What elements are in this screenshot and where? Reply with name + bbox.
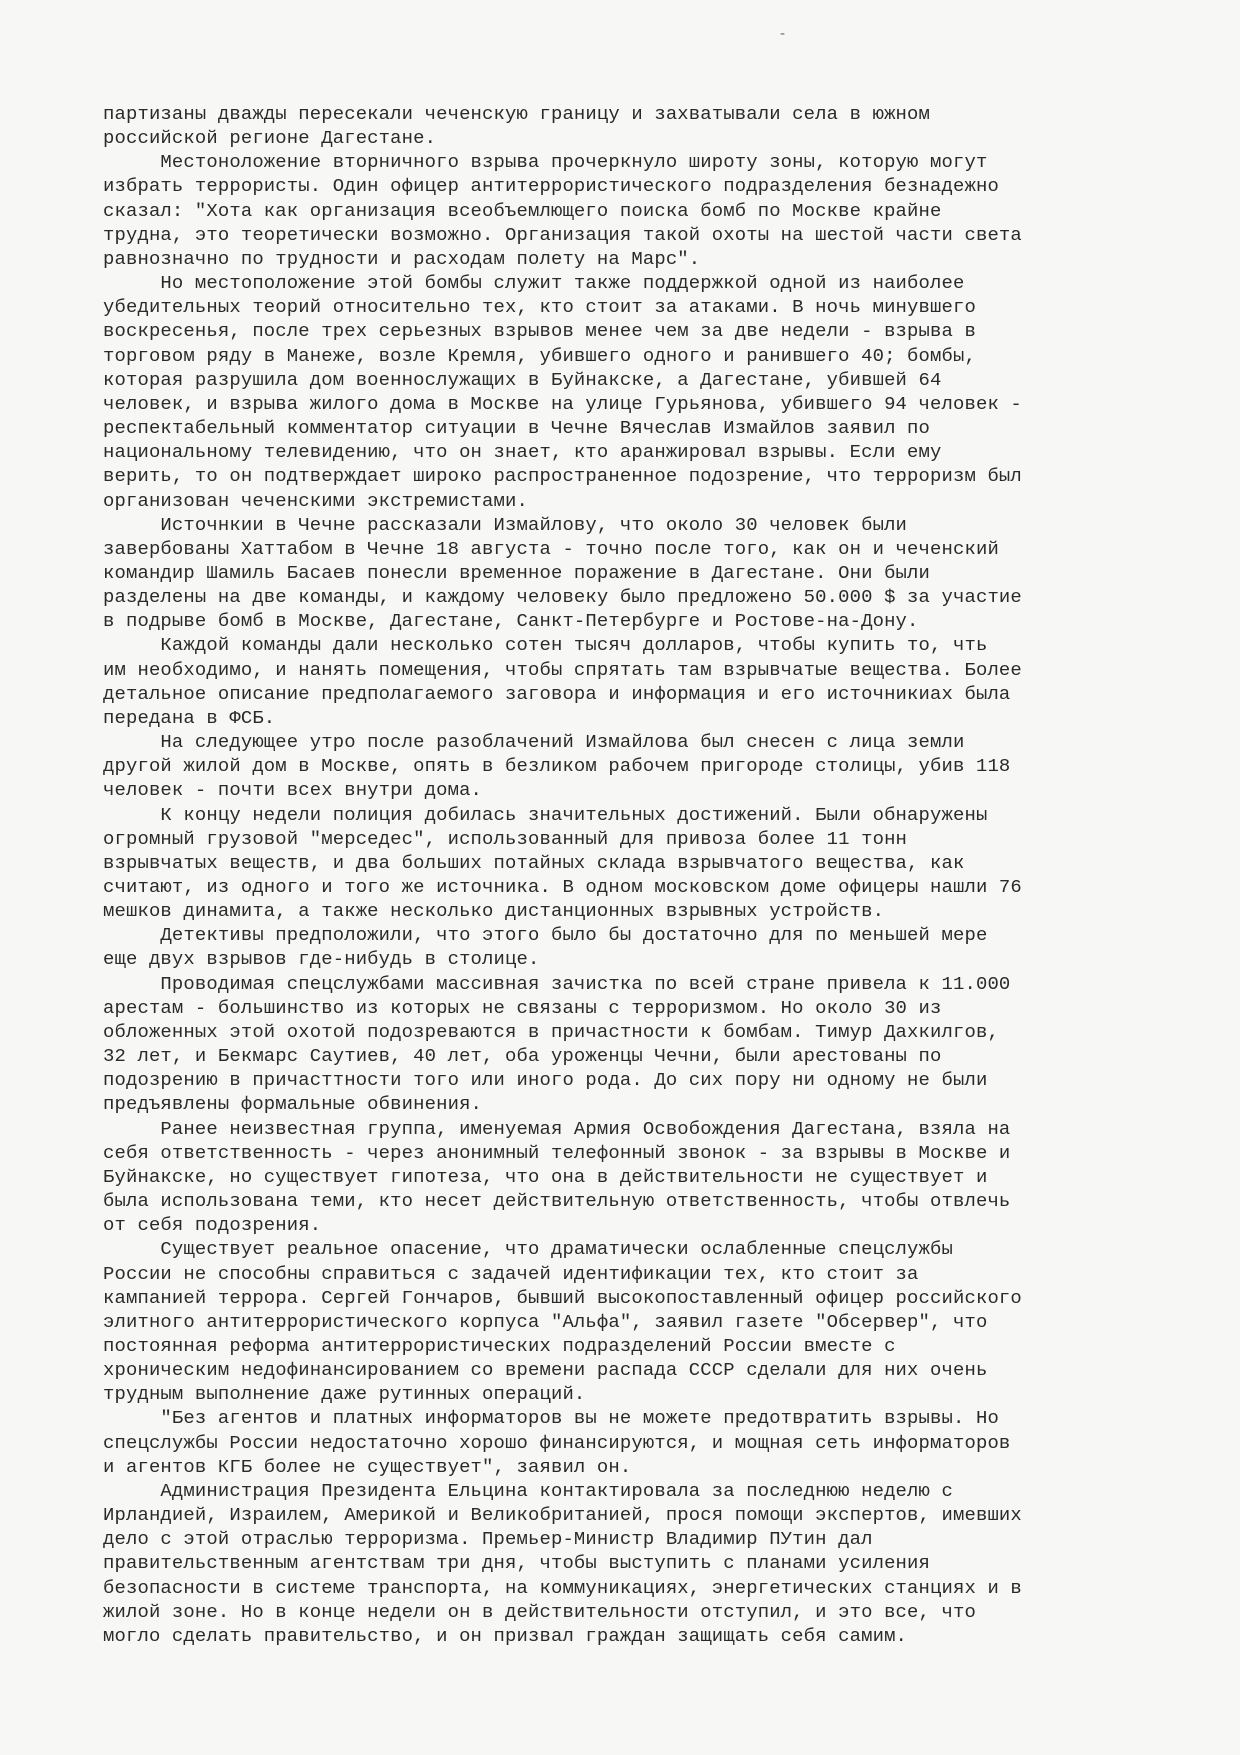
text-line: Ранее неизвестная группа, именуемая Армия Освобождения Дагестана, взяла на <box>103 1117 1011 1140</box>
text-line: воскресенья, после трех серьезных взрывов менее чем за две недели - взрыва в <box>103 320 976 343</box>
text-line: командир Шамиль Басаев понесли временное поражение в Дагестане. Они были <box>103 561 931 584</box>
paragraph <box>103 1406 1133 1478</box>
paragraph <box>103 730 1133 802</box>
scan-speck-mark: - <box>780 26 786 42</box>
paragraph <box>103 271 1133 513</box>
text-line: передана в ФСБ. <box>103 706 276 729</box>
text-line: другой жилой дом в Москве, опять в безликом рабочем пригороде столицы, убив 118 <box>103 755 1011 778</box>
paragraph <box>103 1117 1133 1238</box>
text-line: трудна, это теоретически возможно. Организация такой охоты на шестой части света <box>103 223 1022 246</box>
text-line: им необходимо, и нанять помещения, чтобы спрятать там взрывчатые вещества. Более <box>103 658 1022 681</box>
text-line: верить, то он подтверждает широко распространенное подозрение, что терроризм был <box>103 465 1022 488</box>
text-line: дело с этой отраслью терроризма. Премьер-Министр Владимир ПУтин дал <box>103 1528 873 1551</box>
text-line: кампанией террора. Сергей Гончаров, бывший высокопоставленный офицер российского <box>103 1286 1022 1309</box>
text-line: национальному телевидению, что он знает, кто аранжировал взрывы. Если ему <box>103 441 942 464</box>
paragraph <box>103 1237 1133 1406</box>
text-line: мешков динамита, а также несколько дистанционных взрывных устройств. <box>103 900 885 923</box>
text-line: и агентов КГБ более не существует", заявил он. <box>103 1455 632 1478</box>
text-line: человек - почти всех внутри дома. <box>103 779 483 802</box>
text-line: Источнкии в Чечне рассказали Измайлову, что около 30 человек были <box>103 513 908 536</box>
text-line: Существует реальное опасение, что драматически ослабленные спецслужбы <box>103 1238 953 1261</box>
text-line: завербованы Хаттабом в Чечне 18 августа - точно после того, как он и чеченский <box>103 537 999 560</box>
text-line: была использована теми, кто несет действительную ответственность, чтобы отвлечь <box>103 1190 1011 1213</box>
text-line: Каждой команды дали несколько сотен тысяч долларов, чтобы купить то, чть <box>103 634 988 657</box>
text-line: респектабельный комментатор ситуации в Чечне Вячеслав Измайлов заявил по <box>103 417 931 440</box>
text-line: разделены на две команды, и каждому человеку было предложено 50.000 $ за участие <box>103 586 1022 609</box>
text-line: безопасности в системе транспорта, на коммуникациях, энергетических станциях и в <box>103 1576 1022 1599</box>
text-line: трудным выполнение даже рутинных операций. <box>103 1383 586 1406</box>
paragraph <box>103 513 1133 634</box>
text-line: равнозначно по трудности и расходам полету на Марс". <box>103 247 701 270</box>
text-line: себя ответственность - через анонимный телефонный звонок - за взрывы в Москве и <box>103 1141 1011 1164</box>
text-line: взрывчатых веществ, и два больших потайных склада взрывчатого вещества, как <box>103 851 965 874</box>
text-line: арестам - большинство из которых не связаны с терроризмом. Но около 30 из <box>103 996 942 1019</box>
text-line: 32 лет, и Бекмарс Саутиев, 40 лет, оба уроженцы Чечни, были арестованы по <box>103 1045 942 1068</box>
text-line: предъявлены формальные обвинения. <box>103 1093 483 1116</box>
text-line: "Без агентов и платных информаторов вы не можете предотвратить взрывы. Но <box>103 1407 999 1430</box>
paragraph <box>103 1479 1133 1648</box>
paragraph <box>103 150 1133 271</box>
text-line: могло сделать правительство, и он призвал граждан защищать себя самим. <box>103 1624 908 1647</box>
text-line: партизаны дважды пересекали чеченскую границу и захватывали села в южном <box>103 103 931 125</box>
text-line: постоянная реформа антитеррористических подразделений России вместе с <box>103 1334 896 1357</box>
text-line: которая разрушила дом военнослужащих в Буйнакске, а Дагестане, убившей 64 <box>103 368 942 391</box>
text-line: детальное описание предполагаемого заговора и информация и его источникиах была <box>103 682 1011 705</box>
text-line: правительственным агентствам три дня, чтобы выступить с планами усиления <box>103 1552 931 1575</box>
text-line: К концу недели полиция добилась значительных достижений. Были обнаружены <box>103 803 988 826</box>
paragraph <box>103 803 1133 924</box>
text-line: спецслужбы России недостаточно хорошо финансируются, и мощная сеть информаторов <box>103 1431 1011 1454</box>
text-line: подозрению в причасттности того или иного рода. До сих пору ни одному не были <box>103 1069 988 1092</box>
text-line: считают, из одного и того же источника. В одном московском доме офицеры нашли 76 <box>103 876 1022 898</box>
text-line: сказал: "Хота как организация всеобъемлющего поиска бомб по Москве крайне <box>103 199 942 222</box>
text-line: Буйнакске, но существует гипотеза, что она в действительности не существует и <box>103 1165 988 1188</box>
text-line: Ирландией, Израилем, Америкой и Великобританией, прося помощи экспертов, имевших <box>103 1504 1022 1527</box>
text-line: избрать террористы. Один офицер антитеррористического подразделения безнадежно <box>103 175 999 198</box>
paragraph <box>103 923 1133 971</box>
paragraph <box>103 633 1133 730</box>
text-line: в подрыве бомб в Москве, Дагестане, Санкт-Петербурге и Ростове-на-Дону. <box>103 610 919 633</box>
text-line: Но местоположение этой бомбы служит также поддержкой одной из наиболее <box>103 272 965 295</box>
text-line: жилой зоне. Но в конце недели он в действительности отступил, и это все, что <box>103 1600 976 1623</box>
text-line: Местоноложение вторничного взрыва прочеркнуло широту зоны, которую могут <box>103 151 988 174</box>
text-line: Детективы предположили, что этого было бы достаточно для по меньшей мере <box>103 924 988 947</box>
document-body <box>103 102 1133 1648</box>
text-line: убедительных теорий относительно тех, кто стоит за атаками. В ночь минувшего <box>103 296 976 319</box>
text-line: еще двух взрывов где-нибудь в столице. <box>103 948 540 971</box>
text-line: человек, и взрыва жилого дома в Москве на улице Гурьянова, убившего 94 человек - <box>103 392 1022 415</box>
text-line: организован чеченскими экстремистами. <box>103 489 528 512</box>
text-line: российской регионе Дагестане. <box>103 127 437 150</box>
text-line: Проводимая спецслужбами массивная зачистка по всей стране привела к 11.000 <box>103 972 1011 995</box>
text-line: торговом ряду в Манеже, возле Кремля, убившего одного и ранившего 40; бомбы, <box>103 344 976 367</box>
text-line: от себя подозрения. <box>103 1214 322 1237</box>
paragraph <box>103 102 1133 150</box>
text-line: России не способны справиться с задачей идентификации тех, кто стоит за <box>103 1262 919 1285</box>
text-line: Администрация Президента Ельцина контактировала за последнюю неделю с <box>103 1479 953 1502</box>
text-line: элитного антитеррористического корпуса "Альфа", заявил газете "Обсервер", что <box>103 1310 988 1333</box>
text-line: хроническим недофинансированием со времени распада СССР сделали для них очень <box>103 1359 988 1382</box>
text-line: огромный грузовой "мерседес", использованный для привоза более 11 тонн <box>103 827 908 850</box>
paragraph <box>103 972 1133 1117</box>
text-line: На следующее утро после разоблачений Измайлова был снесен с лица земли <box>103 731 965 754</box>
text-line: обложенных этой охотой подозреваются в причастности к бомбам. Тимур Дахкилгов, <box>103 1020 999 1043</box>
